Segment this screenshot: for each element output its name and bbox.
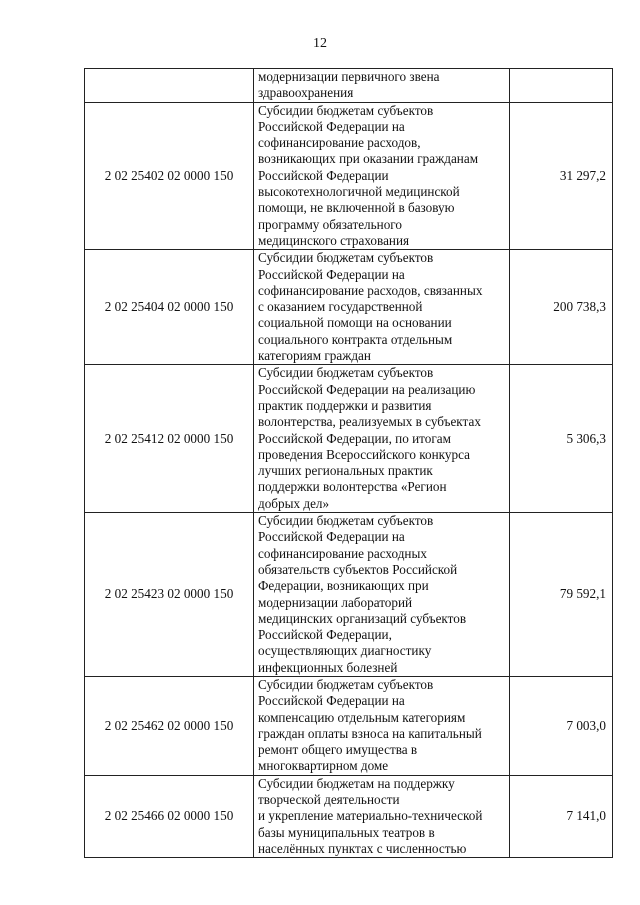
description-line: Российской Федерации: [258, 167, 389, 183]
description-line: Российской Федерации на: [258, 693, 405, 709]
description-line: и укрепление материально-технической: [258, 808, 483, 824]
description-line: Российской Федерации на: [258, 266, 405, 282]
description-cell: [254, 69, 510, 103]
description-line: Субсидии бюджетам субъектов: [258, 513, 434, 529]
description-line: здравоохранения: [258, 85, 354, 101]
description-line: Федерации, возникающих при: [258, 578, 429, 594]
description-line: творческой деятельности: [258, 792, 400, 808]
description-line: высокотехнологичной медицинской: [258, 184, 460, 200]
amount-cell: 79 592,1: [510, 513, 613, 677]
description-line: Российской Федерации на реализацию: [258, 381, 476, 397]
description-line: населённых пунктах с численностью: [258, 840, 467, 856]
description-line: волонтерства, реализуемых в субъектах: [258, 414, 481, 430]
description-line: софинансирование расходов, связанных: [258, 282, 483, 298]
description-line: многоквартирном доме: [258, 758, 389, 774]
description-line: ремонт общего имущества в: [258, 742, 418, 758]
revenue-code-cell: 2 02 25423 02 0000 150: [85, 513, 254, 677]
description-line: граждан оплаты взноса на капитальный: [258, 725, 482, 741]
description-line: категориям граждан: [258, 348, 371, 364]
description-line: медицинского страхования: [258, 232, 410, 248]
description-cell: [254, 365, 510, 513]
description-cell: [254, 250, 510, 365]
description-line: поддержки волонтерства «Регион: [258, 479, 447, 495]
table-row: [85, 69, 613, 103]
description-line: базы муниципальных театров в: [258, 824, 435, 840]
description-line: Субсидии бюджетам субъектов: [258, 102, 434, 118]
revenue-code-cell: 2 02 25404 02 0000 150: [85, 250, 254, 365]
description-line: возникающих при оказании гражданам: [258, 151, 479, 167]
table-row: [85, 676, 613, 775]
description-line: осуществляющих диагностику: [258, 643, 432, 659]
revenue-code-cell: [85, 69, 254, 103]
revenue-code-cell: 2 02 25412 02 0000 150: [85, 365, 254, 513]
description-line: лучших региональных практик: [258, 463, 433, 479]
amount-cell: 200 738,3: [510, 250, 613, 365]
description-line: с оказанием государственной: [258, 299, 423, 315]
description-line: социальной помощи на основании: [258, 315, 452, 331]
description-line: Субсидии бюджетам на поддержку: [258, 775, 455, 791]
description-line: обязательств субъектов Российской: [258, 561, 458, 577]
description-line: Субсидии бюджетам субъектов: [258, 676, 434, 692]
description-line: Субсидии бюджетам субъектов: [258, 365, 434, 381]
table-row: [85, 775, 613, 857]
amount-cell: 31 297,2: [510, 102, 613, 250]
description-cell: [254, 513, 510, 677]
description-line: софинансирование расходных: [258, 545, 427, 561]
description-line: модернизации первичного звена: [258, 69, 440, 84]
description-line: социального контракта отдельным: [258, 331, 453, 347]
description-line: проведения Всероссийского конкурса: [258, 446, 470, 462]
revenue-code-cell: 2 02 25462 02 0000 150: [85, 676, 254, 775]
description-line: Российской Федерации, по итогам: [258, 430, 451, 446]
revenue-code-cell: 2 02 25466 02 0000 150: [85, 775, 254, 857]
amount-cell: 7 003,0: [510, 676, 613, 775]
description-line: программу обязательного: [258, 216, 402, 232]
amount-cell: 7 141,0: [510, 775, 613, 857]
description-cell: [254, 102, 510, 250]
description-cell: [254, 676, 510, 775]
description-line: Российской Федерации на: [258, 118, 405, 134]
description-line: медицинских организаций субъектов: [258, 610, 467, 626]
description-line: Российской Федерации на: [258, 529, 405, 545]
revenue-code-cell: 2 02 25402 02 0000 150: [85, 102, 254, 250]
amount-cell: 5 306,3: [510, 365, 613, 513]
table-row: [85, 365, 613, 513]
description-line: Российской Федерации,: [258, 627, 392, 643]
description-cell: [254, 775, 510, 857]
description-line: практик поддержки и развития: [258, 397, 432, 413]
description-line: компенсацию отдельным категориям: [258, 709, 466, 725]
description-line: модернизации лабораторий: [258, 594, 413, 610]
amount-cell: [510, 69, 613, 103]
budget-table: [84, 68, 613, 858]
table-row: [85, 102, 613, 250]
description-line: Субсидии бюджетам субъектов: [258, 250, 434, 266]
page-number: 12: [313, 36, 327, 51]
table-row: [85, 250, 613, 365]
description-line: помощи, не включенной в базовую: [258, 200, 455, 216]
description-line: инфекционных болезней: [258, 659, 398, 675]
description-line: добрых дел»: [258, 495, 330, 511]
description-line: софинансирование расходов,: [258, 135, 421, 151]
table-row: [85, 513, 613, 677]
